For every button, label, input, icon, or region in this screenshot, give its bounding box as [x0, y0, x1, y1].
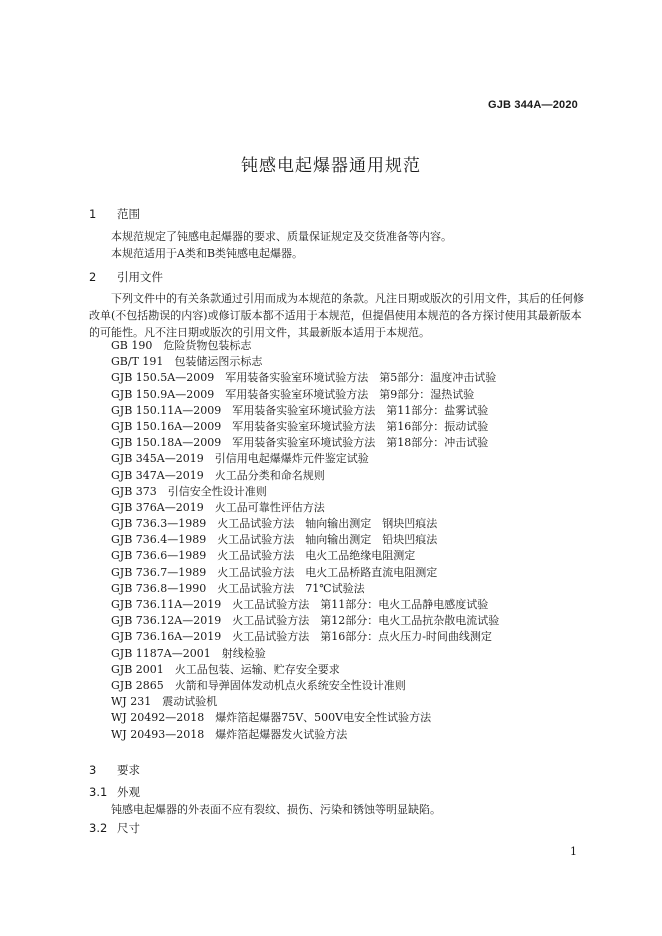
section-title: 外观	[117, 785, 140, 799]
reference-list	[111, 338, 499, 743]
document-title: 钝感电起爆器通用规范	[241, 156, 421, 176]
reference-item: GJB 1187A—2001 射线检验	[111, 646, 266, 660]
page-number: 1	[570, 845, 577, 858]
section-number: 3.1	[89, 785, 108, 799]
reference-item: GJB 736.4—1989 火工品试验方法 轴向输出测定 铅块凹痕法	[111, 533, 438, 547]
section-3-2-heading	[89, 820, 140, 836]
reference-item: GJB 150.16A—2009 军用装备实验室环境试验方法 第16部分：振动试验	[111, 419, 489, 433]
reference-item: GJB 736.11A—2019 火工品试验方法 第11部分：电火工品静电感度试验	[111, 598, 489, 611]
section-title: 要求	[117, 763, 140, 777]
section-3-1-heading	[89, 784, 140, 800]
section-number: 2	[89, 270, 97, 284]
reference-item: WJ 231 震动试验机	[111, 695, 218, 709]
section-number: 1	[89, 207, 97, 221]
section-3-heading	[89, 762, 140, 778]
section-2-heading	[89, 269, 163, 285]
reference-item: GB 190 危险货物包装标志	[111, 339, 252, 352]
reference-item: GJB 2865 火箭和导弹固体发动机点火系统安全性设计准则	[111, 678, 406, 692]
reference-item: GJB 736.8—1990 火工品试验方法 71℃试验法	[111, 581, 365, 595]
reference-item: GJB 150.18A—2009 军用装备实验室环境试验方法 第18部分：冲击试验	[111, 436, 489, 450]
section-number: 3.2	[89, 821, 108, 835]
section-title: 尺寸	[117, 821, 140, 835]
reference-item: WJ 20493—2018 爆炸箔起爆器发火试验方法	[111, 727, 348, 741]
reference-item: GJB 150.5A—2009 军用装备实验室环境试验方法 第5部分：温度冲击试验	[111, 371, 497, 385]
reference-item: GJB 373 引信安全性设计准则	[111, 484, 267, 498]
reference-item: GJB 736.7—1989 火工品试验方法 电火工品桥路直流电阻测定	[111, 565, 438, 579]
reference-item: GJB 347A—2019 火工品分类和命名规则	[111, 468, 325, 482]
reference-item: GJB 376A—2019 火工品可靠性评估方法	[111, 500, 325, 514]
reference-item: GJB 736.3—1989 火工品试验方法 轴向输出测定 钢块凹痕法	[111, 517, 438, 531]
reference-item: GJB 345A—2019 引信用电起爆爆炸元件鉴定试验	[111, 452, 369, 466]
reference-item: GJB 150.9A—2009 军用装备实验室环境试验方法 第9部分：湿热试验	[111, 387, 475, 401]
reference-item: GJB 150.11A—2009 军用装备实验室环境试验方法 第11部分：盐雾试验	[111, 403, 489, 417]
section-title: 范围	[117, 207, 140, 221]
section-title: 引用文件	[117, 270, 163, 284]
section-1-heading	[89, 206, 140, 222]
reference-item: WJ 20492—2018 爆炸箔起爆器75V、500V电安全性试验方法	[111, 711, 432, 725]
standard-code: GJB 344A—2020	[487, 99, 578, 111]
reference-item: GJB 2001 火工品包装、运输、贮存安全要求	[111, 662, 340, 676]
section-2-intro: 下列文件中的有关条款通过引用而成为本规范的条款。凡注日期或版次的引用文件，其后的任何修改单(不包括勘误的内容)或修订版本都不适用于本规范，但提倡使用本规范的各方探讨使用其最新版本的可能性。凡不注日期或版次的引用文件，其最新版本适用于本规范。	[89, 292, 584, 339]
section-number: 3	[89, 763, 97, 777]
section-1-paragraph: 本规范适用于A类和B类钝感电起爆器。	[111, 247, 304, 260]
reference-item: GB/T 191 包装储运图示标志	[111, 355, 263, 369]
reference-item: GJB 736.6—1989 火工品试验方法 电火工品绝缘电阻测定	[111, 549, 416, 563]
section-3-1-text: 钝感电起爆器的外表面不应有裂纹、损伤、污染和锈蚀等明显缺陷。	[111, 803, 441, 816]
reference-item: GJB 736.12A—2019 火工品试验方法 第12部分：电火工品抗杂散电流试验	[111, 614, 500, 628]
reference-item: GJB 736.16A—2019 火工品试验方法 第16部分：点火压力-时间曲线测定	[111, 630, 492, 644]
section-1-paragraph: 本规范规定了钝感电起爆器的要求、质量保证规定及交货准备等内容。	[111, 230, 452, 243]
